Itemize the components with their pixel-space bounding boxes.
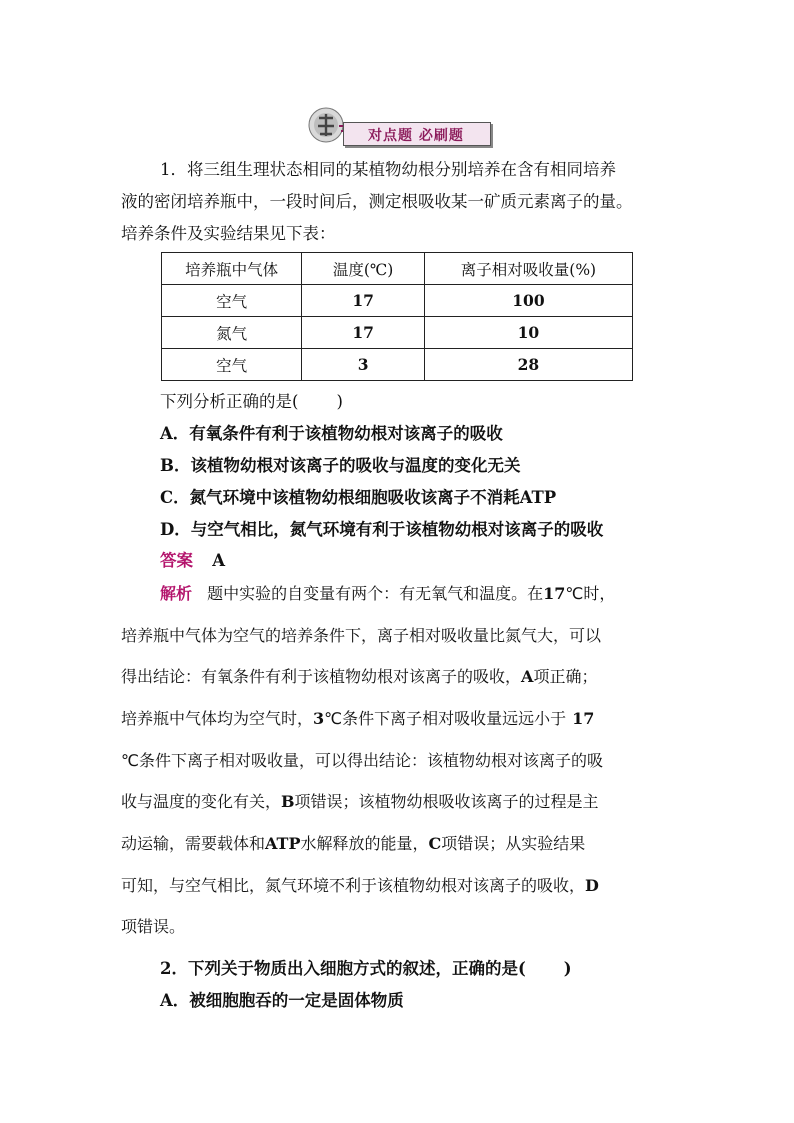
explanation-line2: 培养瓶中气体为空气的培养条件下，离子相对吸收量比氮气大，可以 — [121, 626, 602, 645]
explanation-num: 17 — [572, 709, 595, 728]
explanation-text: 项正确； — [533, 667, 598, 686]
table-cell: 17 — [302, 317, 425, 349]
table-row — [162, 317, 633, 349]
explanation-num: C — [428, 834, 442, 853]
explanation-line3 — [121, 666, 597, 688]
table-cell: 氮气 — [162, 317, 302, 349]
table-cell: 17 — [302, 285, 425, 317]
explanation-line1 — [160, 583, 615, 605]
q1-option-a: A．有氧条件有利于该植物幼根对该离子的吸收 — [160, 424, 503, 443]
q2-option-a: A．被细胞胞吞的一定是固体物质 — [160, 991, 404, 1010]
results-table — [161, 252, 633, 381]
q2-stem — [160, 958, 572, 980]
q1-prompt-close: ) — [336, 392, 343, 411]
table-row — [162, 349, 633, 381]
explanation-text: 项错误；从实验结果 — [441, 834, 586, 853]
q1-option-d: D．与空气相比，氮气环境有利于该植物幼根对该离子的吸收 — [160, 520, 604, 539]
explanation-line9: 项错误。 — [121, 917, 186, 936]
explanation-text: ℃时， — [565, 584, 616, 603]
explanation-text: 可知，与空气相比，氮气环境不利于该植物幼根对该离子的吸收， — [121, 876, 586, 895]
q2-stem-close: ) — [563, 959, 572, 978]
table-header-cell: 离子相对吸收量(%) — [424, 253, 632, 285]
q2-stem-text: 2．下列关于物质出入细胞方式的叙述，正确的是( — [160, 959, 526, 978]
table-header-row — [162, 253, 633, 285]
explanation-num: 3 — [313, 709, 325, 728]
answer-value: A — [212, 551, 226, 570]
q1-stem-line2: 液的密闭培养瓶中，一段时间后，测定根吸收某一矿质元素离子的量。 — [121, 192, 633, 211]
banner-box — [343, 122, 491, 146]
q1-stem-line3: 培养条件及实验结果见下表： — [121, 224, 336, 243]
explanation-text: 水解释放的能量， — [300, 834, 429, 853]
explanation-label: 解析 — [160, 584, 193, 603]
q1-answer — [160, 550, 225, 572]
explanation-line4 — [121, 708, 594, 730]
table-cell: 3 — [302, 349, 425, 381]
answer-label: 答案 — [160, 551, 193, 570]
q1-option-b: B．该植物幼根对该离子的吸收与温度的变化无关 — [160, 456, 521, 475]
section-banner — [307, 104, 489, 146]
q1-option-c: C．氮气环境中该植物幼根细胞吸收该离子不消耗ATP — [160, 488, 557, 507]
table-cell: 10 — [424, 317, 632, 349]
table-cell: 空气 — [162, 349, 302, 381]
q1-prompt-text: 下列分析正确的是( — [160, 392, 299, 411]
table-header-cell: 温度(℃) — [302, 253, 425, 285]
banner-title: 对点题 必刷题 — [368, 128, 464, 144]
explanation-text: 收与温度的变化有关， — [121, 792, 282, 811]
q1-stem-line1: 1．将三组生理状态相同的某植物幼根分别培养在含有相同培养 — [160, 160, 616, 179]
explanation-num: B — [281, 792, 295, 811]
explanation-num: A — [521, 667, 534, 686]
table-header-cell: 培养瓶中气体 — [162, 253, 302, 285]
explanation-text: 题中实验的自变量有两个：有无氧气和温度。在 — [207, 584, 544, 603]
q1-prompt — [160, 391, 343, 413]
explanation-line7 — [121, 833, 585, 855]
explanation-text: 培养瓶中气体均为空气时， — [121, 709, 314, 728]
explanation-line8 — [121, 875, 599, 897]
explanation-line6 — [121, 791, 599, 813]
explanation-text: 项错误；该植物幼根吸收该离子的过程是主 — [294, 792, 599, 811]
explanation-text: 得出结论：有氧条件有利于该植物幼根对该离子的吸收， — [121, 667, 522, 686]
table-cell: 空气 — [162, 285, 302, 317]
table-cell: 28 — [424, 349, 632, 381]
table-cell: 100 — [424, 285, 632, 317]
explanation-text: 动运输，需要载体和 — [121, 834, 266, 853]
explanation-num: D — [585, 876, 599, 895]
table-row — [162, 285, 633, 317]
explanation-text: ℃条件下离子相对吸收量远远小于 — [324, 709, 567, 728]
explanation-line5: ℃条件下离子相对吸收量，可以得出结论：该植物幼根对该离子的吸 — [121, 751, 603, 770]
explanation-num: ATP — [265, 834, 301, 853]
explanation-num: 17 — [543, 584, 566, 603]
